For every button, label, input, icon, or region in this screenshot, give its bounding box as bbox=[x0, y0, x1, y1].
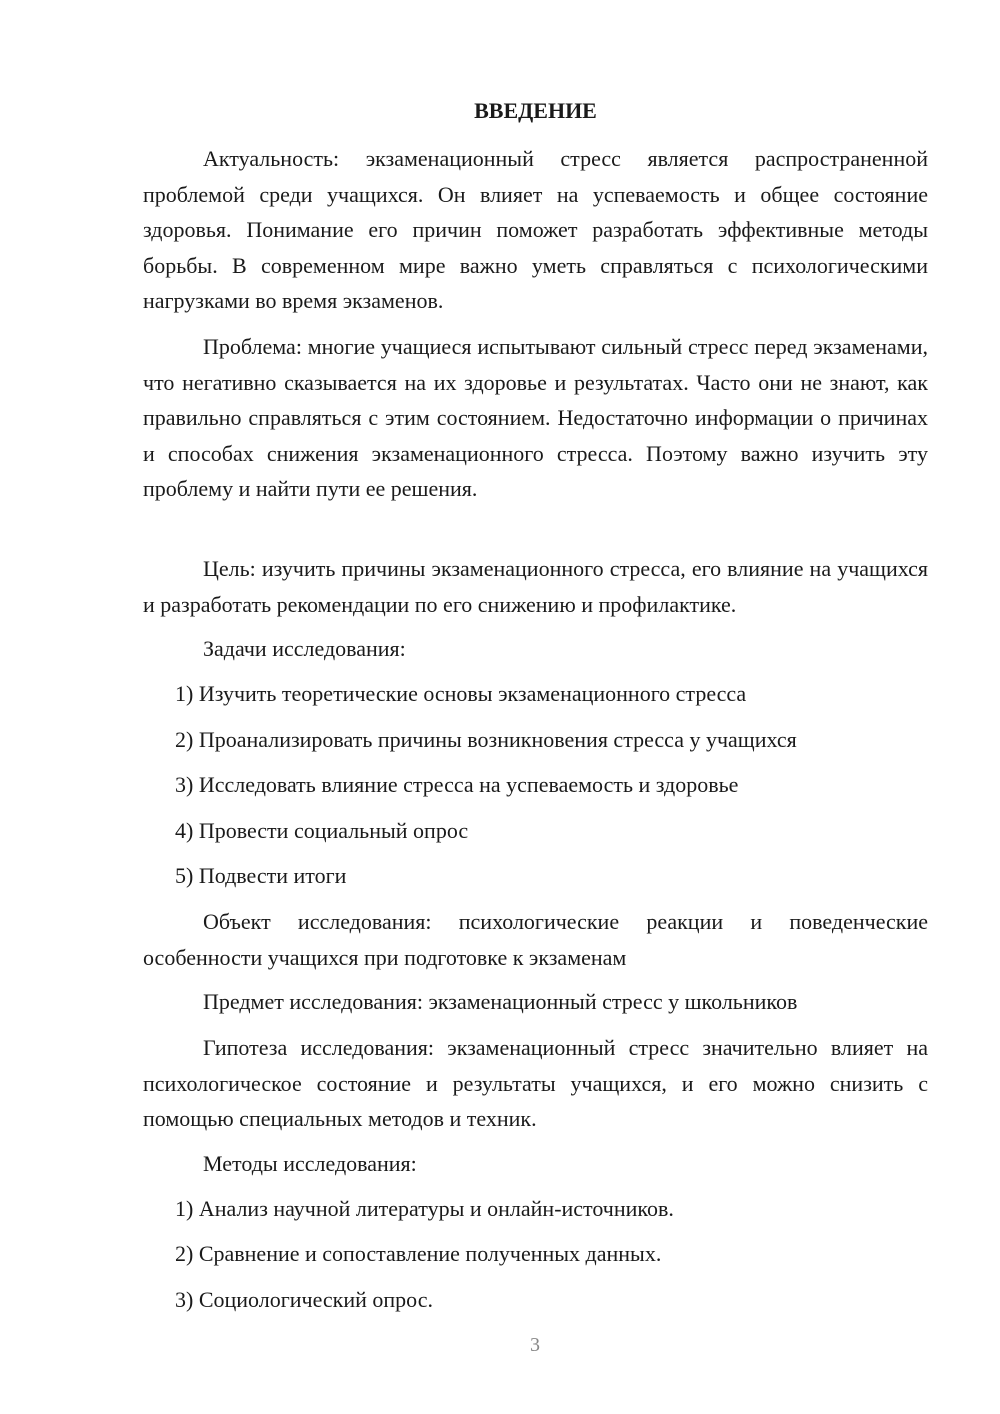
paragraph-goal: Цель: изучить причины экзаменационного стресса, его влияние на учащихся и разработать рекомендации по его снижению и профилактике. bbox=[143, 556, 928, 617]
paragraph-subject: Предмет исследования: экзаменационный стресс у школьников bbox=[203, 989, 798, 1014]
paragraph-problem: Проблема: многие учащиеся испытывают сильный стресс перед экзаменами, что негативно сказывается на их здоровье и результатах. Часто они не знают, как правильно справляться с этим состоянием. Недостаточно информации о причинах и способах снижения экзаменационного стресса. Поэтому важно изучить эту проблему и найти пути ее решения. bbox=[143, 334, 928, 501]
tasks-heading: Задачи исследования: bbox=[203, 636, 406, 661]
method-item: 1) Анализ научной литературы и онлайн-источников. bbox=[175, 1196, 674, 1221]
method-item: 3) Социологический опрос. bbox=[175, 1287, 433, 1312]
task-item: 3) Исследовать влияние стресса на успеваемость и здоровье bbox=[175, 772, 739, 797]
task-item: 2) Проанализировать причины возникновения стресса у учащихся bbox=[175, 727, 797, 752]
methods-heading: Методы исследования: bbox=[203, 1151, 417, 1176]
method-item: 2) Сравнение и сопоставление полученных данных. bbox=[175, 1241, 662, 1266]
page-heading: ВВЕДЕНИЕ bbox=[474, 98, 597, 123]
task-item: 4) Провести социальный опрос bbox=[175, 818, 469, 843]
page-number: 3 bbox=[530, 1334, 540, 1356]
task-item: 1) Изучить теоретические основы экзаменационного стресса bbox=[175, 681, 747, 706]
paragraph-object: Объект исследования: психологические реакции и поведенческие особенности учащихся при подготовке к экзаменам bbox=[143, 909, 928, 970]
paragraph-hypothesis: Гипотеза исследования: экзаменационный стресс значительно влияет на психологическое состояние и результаты учащихся, и его можно снизить с помощью специальных методов и техник. bbox=[143, 1035, 928, 1131]
paragraph-relevance: Актуальность: экзаменационный стресс является распространенной проблемой среди учащихся. Он влияет на успеваемость и общее состояние здоровья. Понимание его причин поможет разработать эффективные методы борьбы. В современном мире важно уметь справляться с психологическими нагрузками во время экзаменов. bbox=[143, 146, 928, 313]
task-item: 5) Подвести итоги bbox=[175, 863, 347, 888]
